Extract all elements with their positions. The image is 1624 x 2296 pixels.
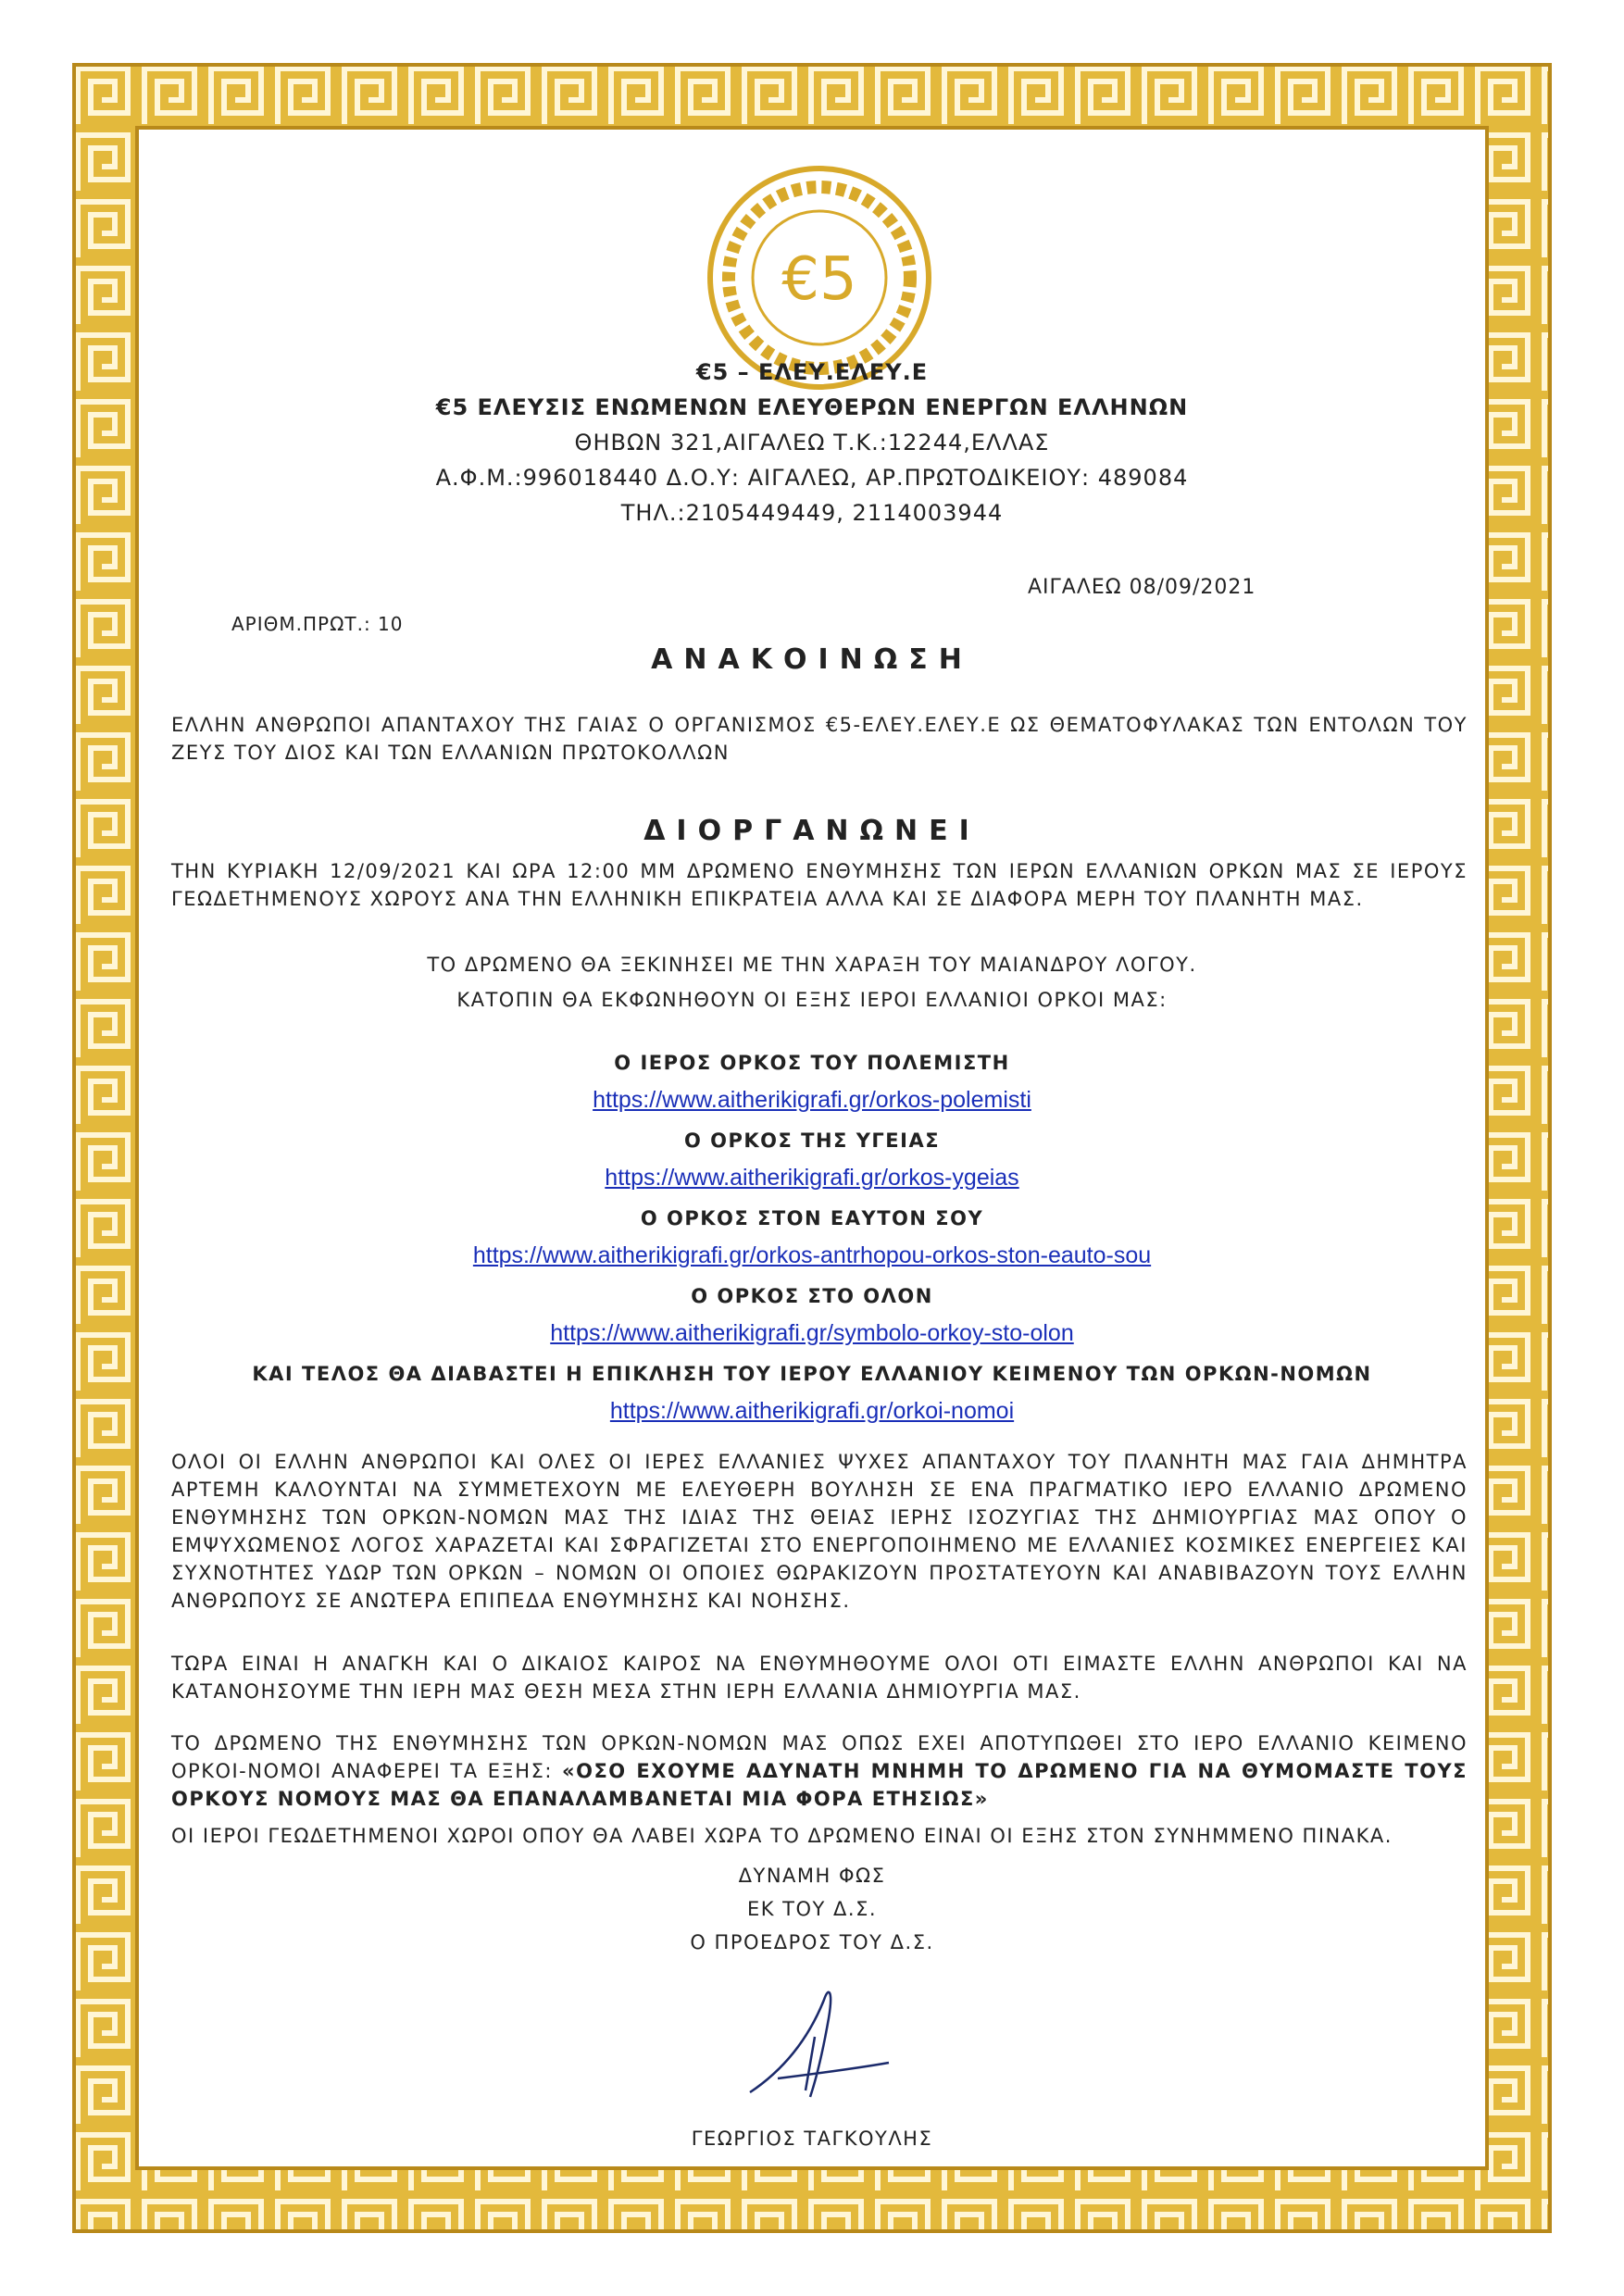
protocol-number: ΑΡΙΘΜ.ΠΡΩΤ.: 10 [231,613,404,635]
body-paragraph-1: ΟΛΟΙ ΟΙ ΕΛΛΗΝ ΑΝΘΡΩΠΟΙ ΚΑΙ ΟΛΕΣ ΟΙ ΙΕΡΕΣ ΕΛΛΑΝΙΕΣ ΨΥΧΕΣ ΑΠΑΝΤΑΧΟΥ ΤΟΥ ΠΛΑΝΗΤΗ ΜΑΣ ΓΑΙΑ ΔΗΜΗΤΡΑ ΑΡΤΕΜΗ ΚΑΛΟΥΝΤΑΙ ΝΑ ΣΥΜΜΕΤΕΧΟΥΝ ΜΕ ΕΛΕΥΘΕΡΗ ΒΟΥΛΗΣΗ ΣΕ ΕΝΑ ΠΡΑΓΜΑΤΙΚΟ ΙΕΡΟ ΕΛΛΑΝΙΟ ΔΡΩΜΕΝΟ ΕΝΘΥΜΗΣΗΣ ΤΩΝ ΟΡΚΩΝ-ΝΟΜΩΝ ΜΑΣ ΤΗΣ ΙΔΙΑΣ ΤΗΣ ΘΕΙΑΣ ΙΕΡΗΣ ΙΣΟΖΥΓΙΑΣ ΤΗΣ ΔΗΜΙΟΥΡΓΙΑΣ ΜΑΣ ΟΠΟΥ Ο ΕΜΨΥΧΩΜΕΝΟΣ ΛΟΓΟΣ ΧΑΡΑΖΕΤΑΙ ΚΑΙ ΣΦΡΑΓΙΖΕΤΑΙ ΣΤΟ ΕΝΕΡΓΟΠΟΙΗΜΕΝΟ ΜΕ ΕΛΛΑΝΙΕΣ ΚΟΣΜΙΚΕΣ ΕΝΕΡΓΕΙΕΣ ΚΑΙ ΣΥΧΝΟΤΗΤΕΣ ΥΔΩΡ ΤΩΝ ΟΡΚΩΝ – ΝΟΜΩΝ ΟΙ ΟΠΟΙΕΣ ΘΩΡΑΚΙΖΟΥΝ ΠΡΟΣΤΑΤΕΥΟΥΝ ΚΑΙ ΑΝΑΒΙΒΑΖΟΥΝ ΤΟΥΣ ΕΛΛΗΝ ΑΝΘΡΩΠΟΥΣ ΣΕ ΑΝΩΤΕΡΑ ΕΠΙΠΕΔΑ ΕΝΘΥΜΗΣΗΣ ΚΑΙ ΝΟΗΣΗΣ. [171,1451,1468,1612]
signer-name: ΓΕΩΡΓΙΟΣ ΤΑΓΚΟΥΛΗΣ [691,2128,933,2150]
document-date: ΑΙΓΑΛΕΩ 08/09/2021 [1028,576,1256,599]
para3-text: ΤΟ ΔΡΩΜΕΝΟ ΤΗΣ ΕΝΘΥΜΗΣΗΣ ΤΩΝ ΟΡΚΩΝ-ΝΟΜΩΝ ΜΑΣ ΟΠΩΣ ΕΧΕΙ ΑΠΟΤΥΠΩΘΕΙ ΣΤΟ ΙΕΡΟ ΕΛΛΑΝΙΟ ΚΕΙΜΕΝΟ ΟΡΚΟΙ-ΝΟΜΟΙ ΑΝΑΦΕΡΕΙ ΤΑ ΕΞΗΣ: [171,1732,1468,1782]
org-full-name: €5 ΕΛΕΥΣΙΣ ΕΝΩΜΕΝΩΝ ΕΛΕΥΘΕΡΩΝ ΕΝΕΡΓΩΝ ΕΛΛΗΝΩΝ [435,394,1189,420]
organizes-title: ΔΙΟΡΓΑΝΩΝΕΙ [643,815,981,847]
start-line-1: ΤΟ ΔΡΩΜΕΝΟ ΘΑ ΞΕΚΙΝΗΣΕΙ ΜΕ ΤΗΝ ΧΑΡΑΞΗ ΤΟΥ ΜΑΙΑΝΔΡΟΥ ΛΟΓΟΥ. [427,954,1197,976]
intro-paragraph: ΕΛΛΗΝ ΑΝΘΡΩΠΟΙ ΑΠΑΝΤΑΧΟΥ ΤΗΣ ΓΑΙΑΣ Ο ΟΡΓΑΝΙΣΜΟΣ €5-ΕΛΕΥ.ΕΛΕΥ.Ε ΩΣ ΘΕΜΑΤΟΦΥΛΑΚΑΣ ΤΩΝ ΕΝΤΟΛΩΝ ΤΟΥ ΖΕΥΣ ΤΟΥ ΔΙΟΣ ΚΑΙ ΤΩΝ ΕΛΛΑΝΙΩΝ ΠΡΩΤΟΚΟΛΛΩΝ [171,714,1468,764]
oath-label: Ο ΟΡΚΟΣ ΣΤΟ ΟΛΟΝ [691,1285,933,1307]
document-content [139,130,1485,2166]
closing-line: Ο ΠΡΟΕΔΡΟΣ ΤΟΥ Δ.Σ. [690,1931,934,1953]
org-phone: ΤΗΛ.:2105449449, 2114003944 [620,500,1004,526]
body-paragraph-2: ΤΩΡΑ ΕΙΝΑΙ Η ΑΝΑΓΚΗ ΚΑΙ Ο ΔΙΚΑΙΟΣ ΚΑΙΡΟΣ ΝΑ ΕΝΘΥΜΗΘΟΥΜΕ ΟΛΟΙ ΟΤΙ ΕΙΜΑΣΤΕ ΕΛΛΗΝ ΑΝΘΡΩΠΟΙ ΚΑΙ ΝΑ ΚΑΤΑΝΟΗΣΟΥΜΕ ΤΗΝ ΙΕΡΗ ΜΑΣ ΘΕΣΗ ΜΕΣΑ ΣΤΗΝ ΙΕΡΗ ΕΛΛΑΝΙΑ ΔΗΜΙΟΥΡΓΙΑ ΜΑΣ. [171,1653,1468,1703]
org-short-name: €5 – ΕΛΕΥ.ΕΛΕΥ.Ε [695,359,929,385]
body-paragraph-4: ΟΙ ΙΕΡΟΙ ΓΕΩΔΕΤΗΜΕΝΟΙ ΧΩΡΟΙ ΟΠΟΥ ΘΑ ΛΑΒΕΙ ΧΩΡΑ ΤΟ ΔΡΩΜΕΝΟ ΕΙΝΑΙ ΟΙ ΕΞΗΣ ΣΤΟΝ ΣΥΝΗΜΜΕΝΟ ΠΙΝΑΚΑ. [171,1825,1393,1847]
closing-line: ΕΚ ΤΟΥ Δ.Σ. [746,1898,878,1920]
start-line-2: ΚΑΤΟΠΙΝ ΘΑ ΕΚΦΩΝΗΘΟΥΝ ΟΙ ΕΞΗΣ ΙΕΡΟΙ ΕΛΛΑΝΙΟΙ ΟΡΚΟΙ ΜΑΣ: [456,989,1168,1011]
oath-label: ΚΑΙ ΤΕΛΟΣ ΘΑ ΔΙΑΒΑΣΤΕΙ Η ΕΠΙΚΛΗΣΗ ΤΟΥ ΙΕΡΟΥ ΕΛΛΑΝΙΟΥ ΚΕΙΜΕΝΟΥ ΤΩΝ ΟΡΚΩΝ-ΝΟΜΩΝ [252,1363,1372,1385]
para3-quote: «ΟΣΟ ΕΧΟΥΜΕ ΑΔΥΝΑΤΗ ΜΝΗΜΗ ΤΟ ΔΡΩΜΕΝΟ ΓΙΑ ΝΑ ΘΥΜΟΜΑΣΤΕ ΤΟΥΣ ΟΡΚΟΥΣ ΝΟΜΟΥΣ ΜΑΣ ΘΑ ΕΠΑΝΑΛΑΜΒΑΝΕΤΑΙ ΜΙΑ ΦΟΡΑ ΕΤΗΣΙΩΣ» [171,1760,1468,1810]
event-paragraph: ΤΗΝ ΚΥΡΙΑΚΗ 12/09/2021 ΚΑΙ ΩΡΑ 12:00 ΜΜ ΔΡΩΜΕΝΟ ΕΝΘΥΜΗΣΗΣ ΤΩΝ ΙΕΡΩΝ ΕΛΛΑΝΙΩΝ ΟΡΚΩΝ ΜΑΣ ΣΕ ΙΕΡΟΥΣ ΓΕΩΔΕΤΗΜΕΝΟΥΣ ΧΩΡΟΥΣ ΑΝΑ ΤΗΝ ΕΛΛΗΝΙΚΗ ΕΠΙΚΡΑΤΕΙΑ ΑΛΛΑ ΚΑΙ ΣΕ ΔΙΑΦΟΡΑ ΜΕΡΗ ΤΟΥ ΠΛΑΝΗΤΗ ΜΑΣ. [171,860,1468,910]
body-paragraph-3 [171,1729,1468,1813]
oath-link[interactable]: https://www.aitherikigrafi.gr/orkoi-nomoi [609,1398,1015,1424]
oath-label: Ο ΟΡΚΟΣ ΣΤΟΝ ΕΑΥΤΟΝ ΣΟΥ [640,1207,984,1229]
svg-text:€5: €5 [781,245,857,314]
announcement-title: ΑΝΑΚΟΙΝΩΣΗ [651,643,973,676]
oath-label: Ο ΙΕΡΟΣ ΟΡΚΟΣ ΤΟΥ ΠΟΛΕΜΙΣΤΗ [614,1052,1010,1074]
org-address: ΘΗΒΩΝ 321,ΑΙΓΑΛΕΩ Τ.Κ.:12244,ΕΛΛΑΣ [574,430,1050,455]
oath-label: Ο ΟΡΚΟΣ ΤΗΣ ΥΓΕΙΑΣ [683,1129,941,1152]
oath-link[interactable]: https://www.aitherikigrafi.gr/orkos-ygeias [605,1165,1019,1191]
signature [694,1981,935,2111]
closing-line: ΔΥΝΑΜΗ ΦΩΣ [738,1865,886,1887]
oath-link[interactable]: https://www.aitherikigrafi.gr/symbolo-orkoy-sto-olon [550,1320,1074,1346]
oath-link[interactable]: https://www.aitherikigrafi.gr/orkos-polemisti [593,1087,1031,1113]
oath-link[interactable]: https://www.aitherikigrafi.gr/orkos-antrhopou-orkos-ston-eauto-sou [472,1242,1152,1268]
org-tax-info: Α.Φ.Μ.:996018440 Δ.Ο.Υ: ΑΙΓΑΛΕΩ, ΑΡ.ΠΡΩΤΟΔΙΚΕΙΟΥ: 489084 [435,465,1189,491]
